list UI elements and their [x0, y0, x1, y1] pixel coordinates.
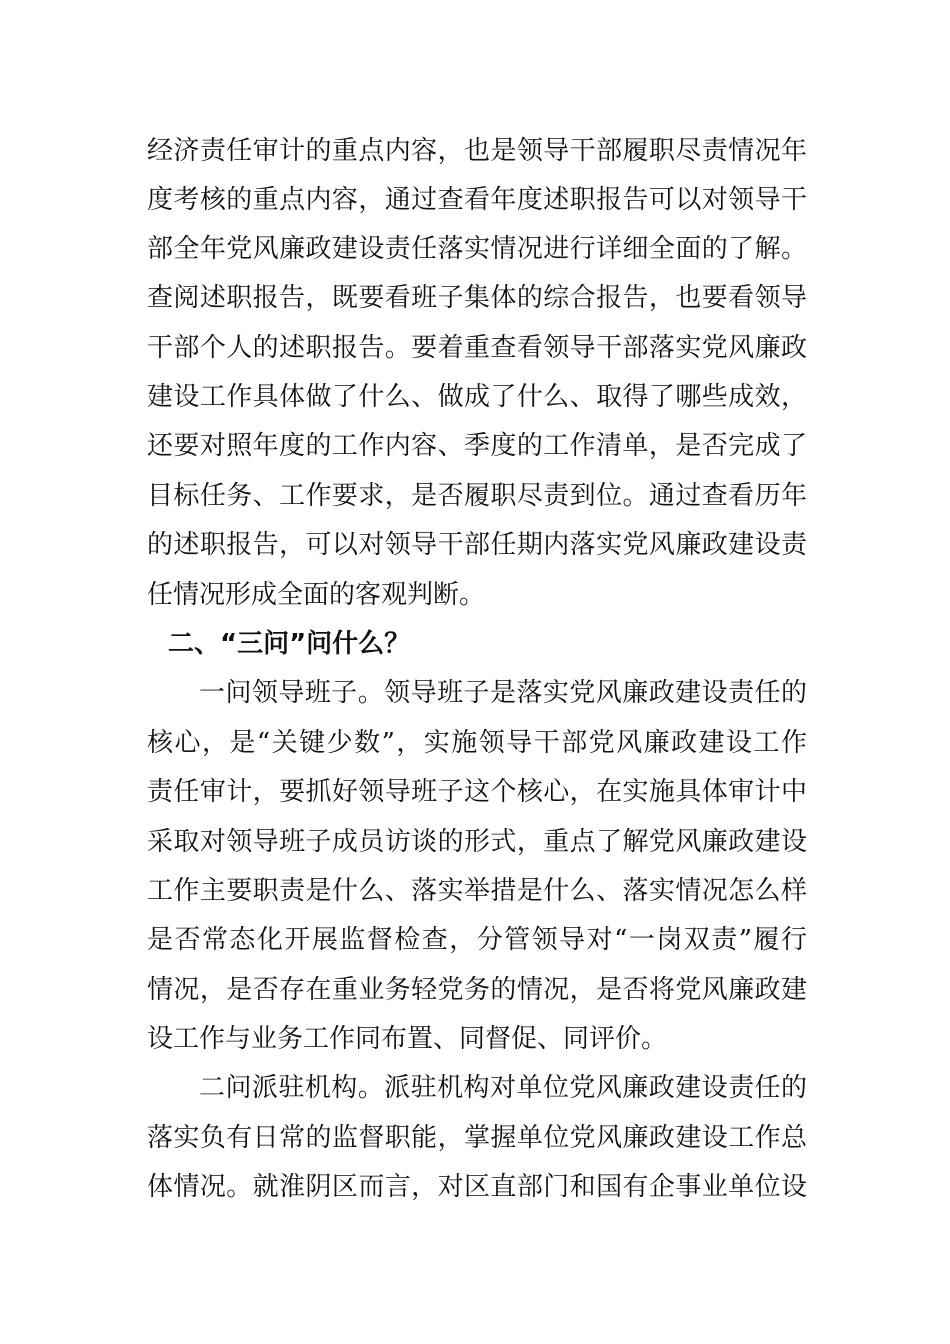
paragraph-2-line-5: 工作主要职责是什么、落实举措是什么、落实情况怎么样 [147, 876, 807, 906]
paragraph-1-line-10: 任情况形成全面的客观判断。 [147, 580, 486, 610]
paragraph-2-line-7: 情况，是否存在重业务轻党务的情况，是否将党风廉政建 [147, 975, 807, 1005]
paragraph-2-line-8: 设工作与业务工作同布置、同督促、同评价。 [147, 1024, 668, 1054]
paragraph-3-line-3: 体情况。就淮阴区而言，对区直部门和国有企事业单位设 [147, 1172, 807, 1202]
paragraph-2-line-2: 核心，是“关键少数”，实施领导干部党风廉政建设工作 [147, 728, 807, 758]
paragraph-3-line-2: 落实负有日常的监督职能，掌握单位党风廉政建设工作总 [147, 1123, 807, 1153]
paragraph-1-line-4: 查阅述职报告，既要看班子集体的综合报告，也要看领导 [147, 283, 807, 313]
paragraph-3-line-1: 二问派驻机构。派驻机构对单位党风廉政建设责任的 [199, 1073, 807, 1103]
paragraph-1-line-8: 目标任务、工作要求，是否履职尽责到位。通过查看历年 [147, 481, 807, 511]
paragraph-1-line-9: 的述职报告，可以对领导干部任期内落实党风廉政建设责 [147, 530, 807, 560]
section-heading: 二、“三问”问什么？ [168, 629, 411, 659]
paragraph-2-line-1: 一问领导班子。领导班子是落实党风廉政建设责任的 [199, 678, 807, 708]
paragraph-1-line-5: 干部个人的述职报告。要着重查看领导干部落实党风廉政 [147, 333, 807, 363]
paragraph-1-line-1: 经济责任审计的重点内容，也是领导干部履职尽责情况年 [147, 136, 807, 166]
paragraph-1-line-2: 度考核的重点内容，通过查看年度述职报告可以对领导干 [147, 185, 807, 215]
paragraph-1-line-6: 建设工作具体做了什么、做成了什么、取得了哪些成效， [147, 382, 807, 412]
paragraph-2-line-4: 采取对领导班子成员访谈的形式，重点了解党风廉政建设 [147, 827, 807, 857]
paragraph-1-line-3: 部全年党风廉政建设责任落实情况进行详细全面的了解。 [147, 234, 807, 264]
paragraph-1-line-7: 还要对照年度的工作内容、季度的工作清单，是否完成了 [147, 431, 807, 461]
paragraph-2-line-3: 责任审计，要抓好领导班子这个核心，在实施具体审计中 [147, 777, 807, 807]
paragraph-2-line-6: 是否常态化开展监督检查，分管领导对“一岗双责”履行 [147, 925, 807, 955]
